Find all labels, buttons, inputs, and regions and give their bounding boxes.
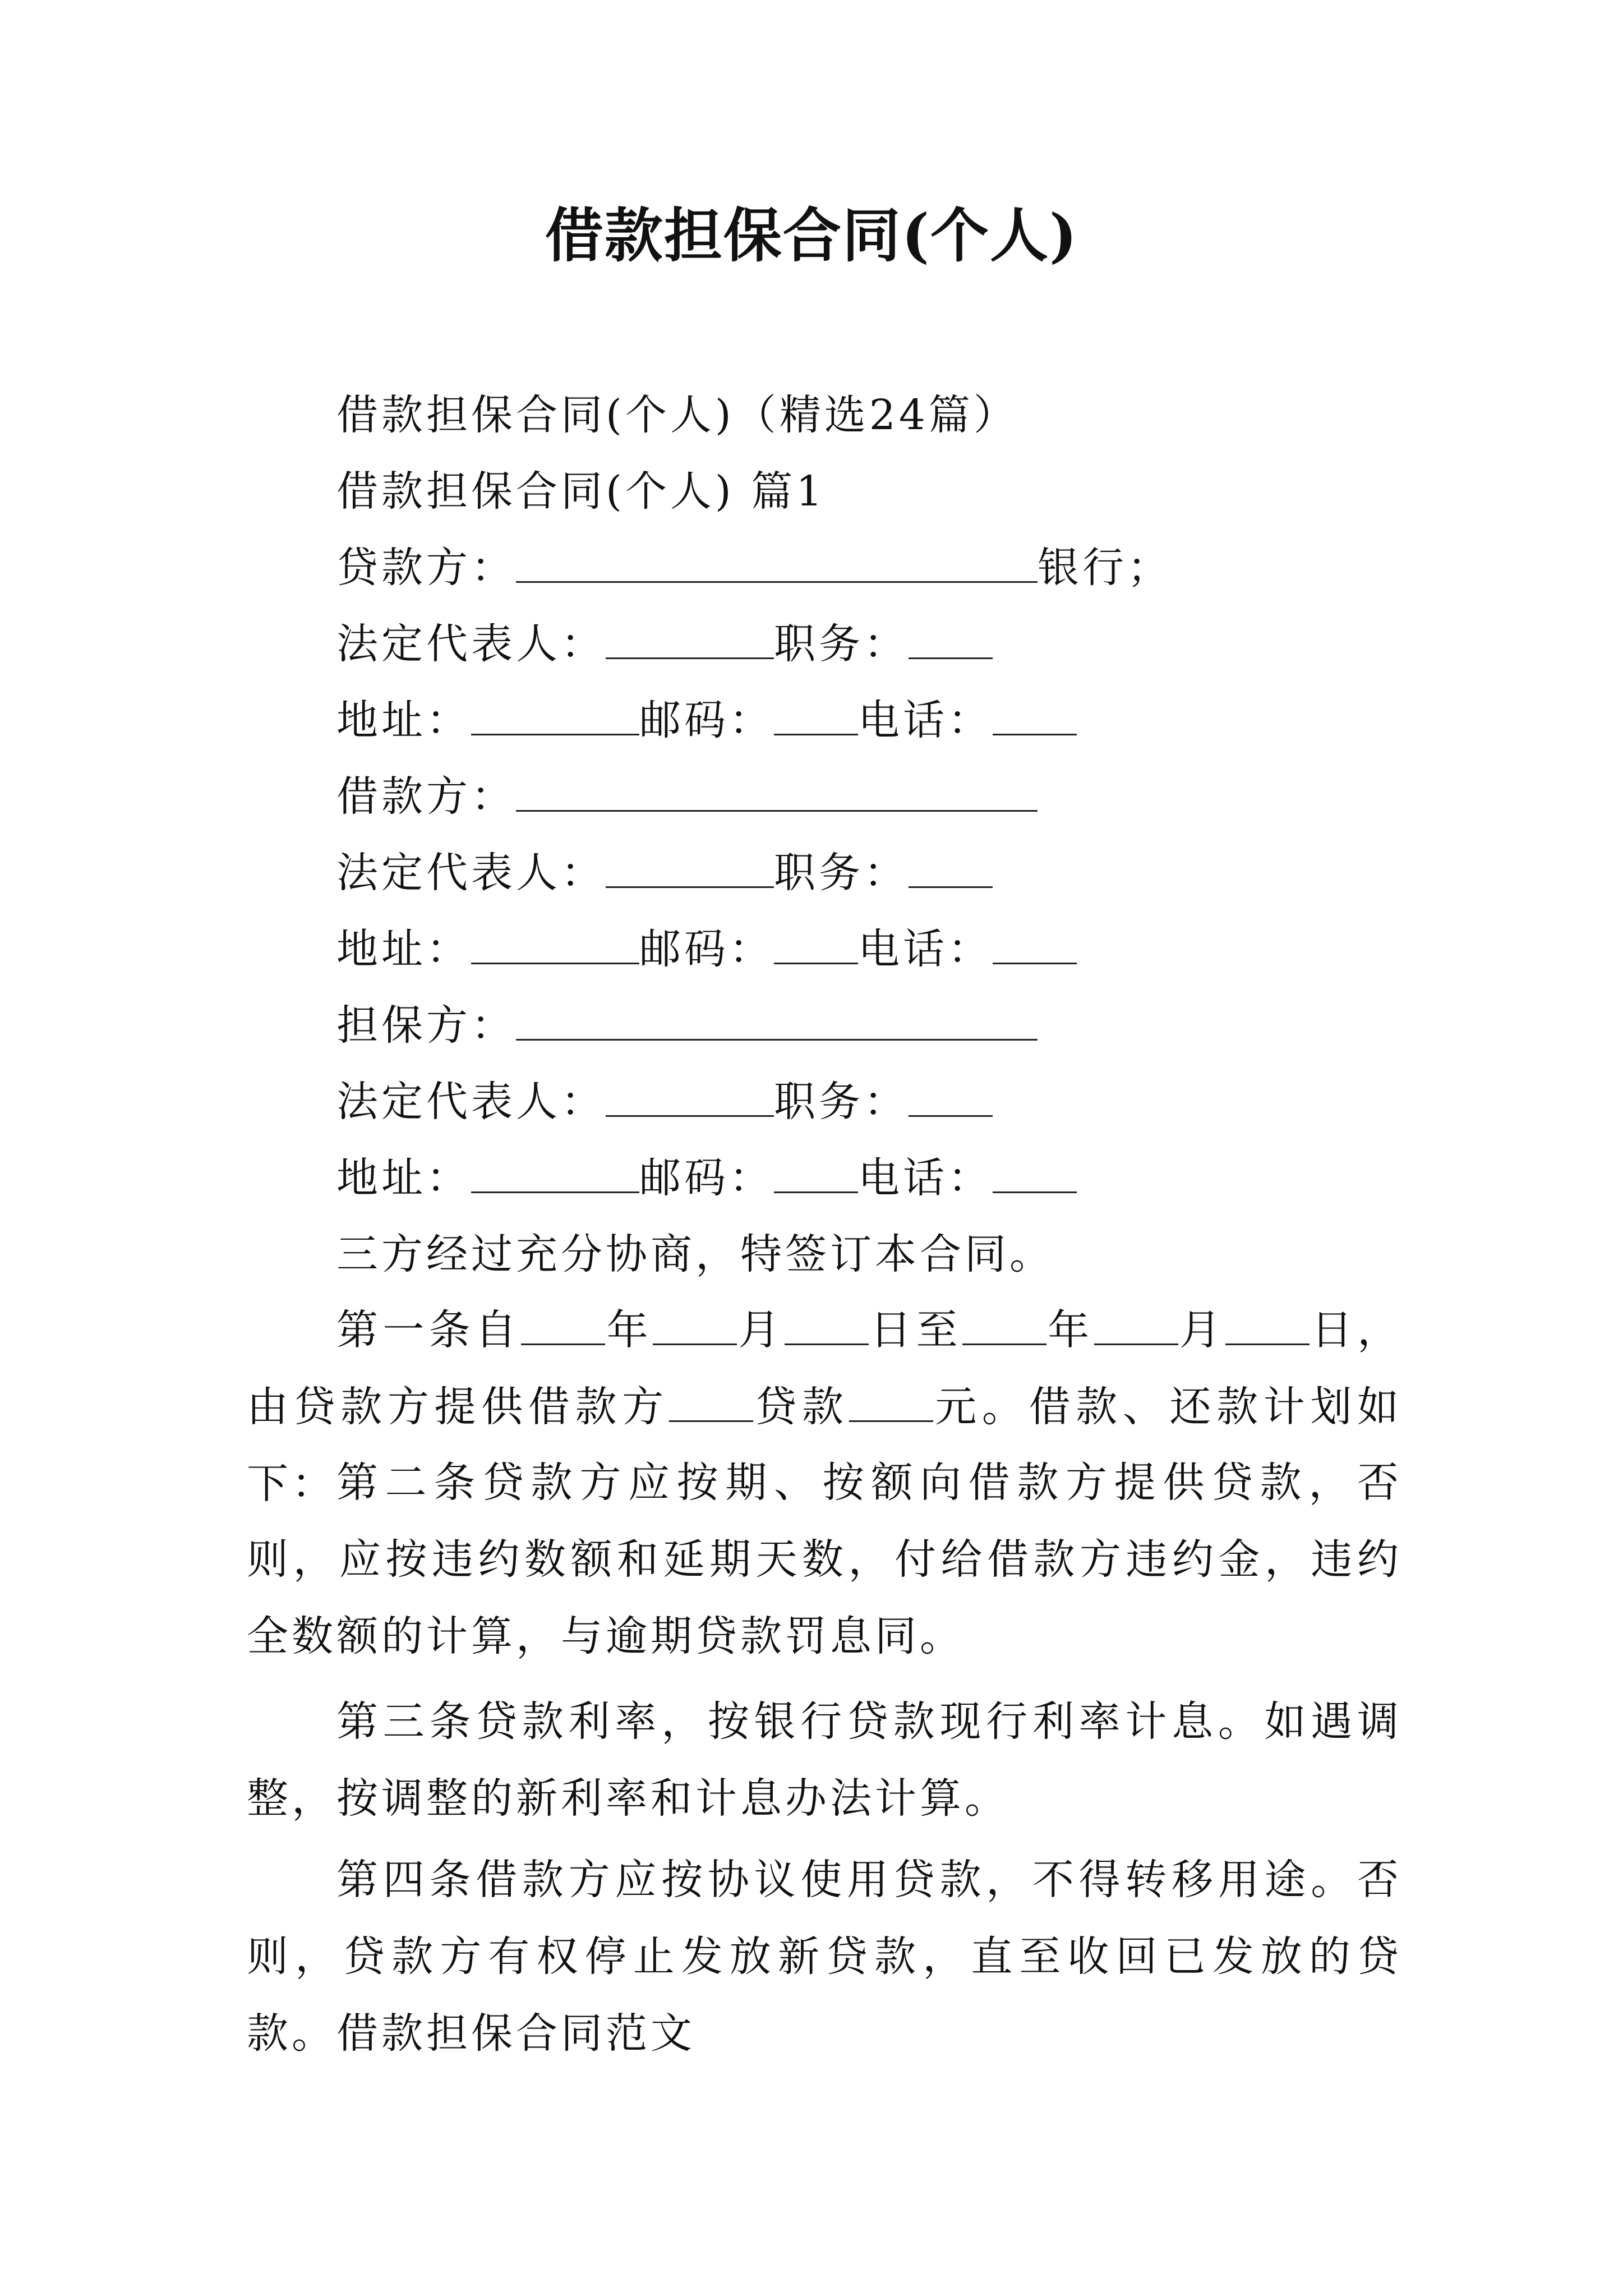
lender-postcode-label: 邮码： [639, 696, 774, 744]
year-label-1: 年 [605, 1306, 653, 1354]
start-year-blank[interactable] [521, 1304, 605, 1345]
borrower-postcode-label: 邮码： [639, 925, 774, 973]
month-label-1: 月 [737, 1306, 785, 1354]
borrower-line [336, 769, 1038, 825]
loan-label: 贷款 [753, 1383, 849, 1431]
day-label-2: 日，由贷款方提供借款方 [247, 1306, 1403, 1431]
lender-label: 贷款方： [336, 544, 516, 592]
borrower-address-line [336, 921, 1077, 977]
guarantor-position-blank[interactable] [909, 1076, 993, 1117]
guarantor-rep-blank[interactable] [606, 1076, 774, 1117]
article-1-start: 第一条自 [336, 1306, 522, 1354]
guarantor-address-blank[interactable] [471, 1152, 639, 1193]
start-day-blank[interactable] [785, 1304, 869, 1345]
article-4: 第四条借款方应按协议使用贷款，不得转移用途。否则，贷款方有权停止发放新贷款，直至收回已发放的贷款。借款担保合同范文 [247, 1856, 1402, 2058]
borrower-name-blank[interactable] [516, 771, 1038, 812]
article-3: 第三条贷款利率，按银行贷款现行利率计息。如遇调整，按调整的新利率和计息办法计算。 [247, 1697, 1402, 1823]
borrower-phone-label: 电话： [858, 925, 993, 973]
agreement-intro: 三方经过充分协商，特签订本合同。 [336, 1230, 1054, 1278]
guarantor-address-line [336, 1150, 1077, 1206]
borrower-label: 借款方： [336, 772, 516, 821]
lender-address-label: 地址： [336, 696, 471, 744]
lender-position-blank[interactable] [909, 618, 993, 659]
section-heading: 借款担保合同(个人) 篇1 [336, 467, 826, 516]
borrower-position-label: 职务： [774, 849, 909, 897]
borrower-address-label: 地址： [336, 925, 471, 973]
guarantor-rep-line [336, 1074, 993, 1130]
borrower-rep-line [336, 845, 993, 901]
lender-suffix: 银行； [1038, 544, 1172, 592]
guarantor-address-label: 地址： [336, 1154, 471, 1202]
end-year-blank[interactable] [962, 1304, 1046, 1345]
lender-rep-line [336, 616, 993, 672]
end-day-blank[interactable] [1225, 1304, 1310, 1345]
year-label-2: 年 [1046, 1306, 1094, 1354]
borrower-rep-blank[interactable] [606, 847, 774, 888]
guarantor-phone-label: 电话： [858, 1154, 993, 1202]
month-label-2: 月 [1178, 1306, 1226, 1354]
article-2: 第二条贷款方应按期、按额向借款方提供贷款，否则，应按违约数额和延期天数，付给借款方违约金，违约全数额的计算，与逾期贷款罚息同。 [247, 1458, 1402, 1660]
lender-address-line [336, 692, 1077, 748]
guarantor-phone-blank[interactable] [993, 1152, 1077, 1193]
lender-rep-blank[interactable] [606, 618, 774, 659]
day-label-1: 日至 [868, 1306, 962, 1354]
loan-type-blank[interactable] [669, 1381, 753, 1422]
lender-name-blank[interactable] [516, 542, 1038, 583]
guarantor-position-label: 职务： [774, 1078, 909, 1126]
guarantor-postcode-label: 邮码： [639, 1154, 774, 1202]
lender-phone-blank[interactable] [993, 694, 1077, 735]
guarantor-name-blank[interactable] [516, 1000, 1038, 1041]
borrower-address-blank[interactable] [471, 923, 639, 964]
lender-phone-label: 电话： [858, 696, 993, 744]
lender-rep-label: 法定代表人： [336, 620, 606, 668]
guarantor-label: 担保方： [336, 1001, 516, 1050]
borrower-rep-label: 法定代表人： [336, 849, 606, 897]
borrower-position-blank[interactable] [909, 847, 993, 888]
lender-line [336, 540, 1172, 596]
document-subtitle: 借款担保合同(个人)（精选24篇） [336, 391, 1018, 439]
loan-amount-blank[interactable] [849, 1381, 933, 1422]
guarantor-postcode-blank[interactable] [774, 1152, 858, 1193]
start-month-blank[interactable] [653, 1304, 737, 1345]
lender-postcode-blank[interactable] [774, 694, 858, 735]
borrower-postcode-blank[interactable] [774, 923, 858, 964]
lender-position-label: 职务： [774, 620, 909, 668]
document-title: 借款担保合同(个人) [545, 201, 1078, 270]
borrower-phone-blank[interactable] [993, 923, 1077, 964]
end-month-blank[interactable] [1094, 1304, 1178, 1345]
guarantor-line [336, 997, 1038, 1053]
guarantor-rep-label: 法定代表人： [336, 1078, 606, 1126]
lender-address-blank[interactable] [471, 694, 639, 735]
yuan-label: 元。借款、还款计划如下： [247, 1383, 1403, 1508]
